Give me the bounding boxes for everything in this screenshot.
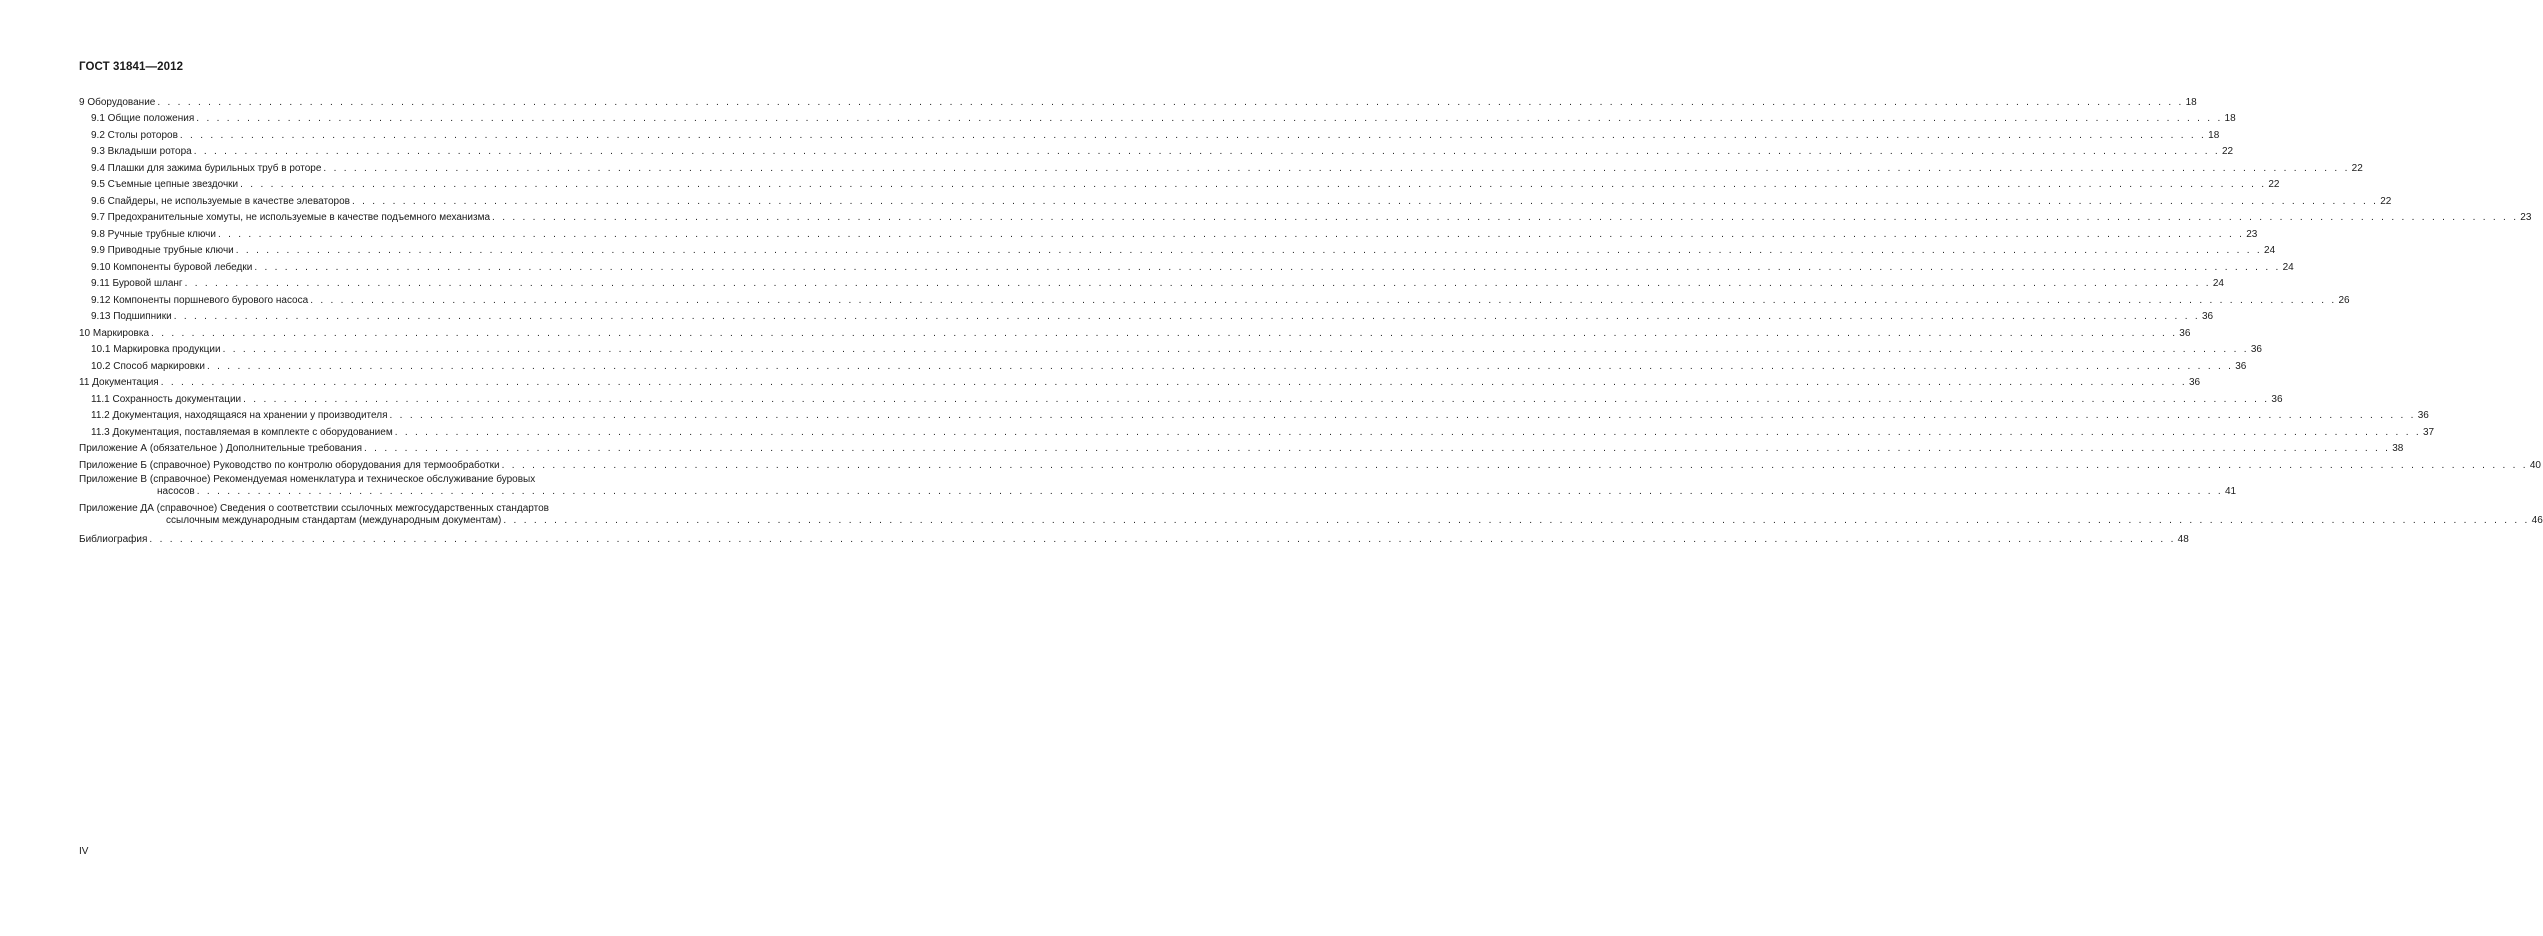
toc-entry-title: 9.11 Буровой шланг xyxy=(91,278,183,289)
toc-entry-title: 9.5 Съемные цепные звездочки xyxy=(91,179,239,190)
toc-entry-page: 36 xyxy=(2417,410,2429,421)
toc-leader-dots: . . . . . . . . . . . . . . . . . . . . . . . . . . . . . . . . . . . . . . . . . . . . . . . . . . . . . . . . . . . . . . . . . . . . . . . . . . . . . . . . . . . . . . . . . . . . . . . . . . . . . . . . . . . . . . . . . . . . . . . . . . . . . . . . . . . . . . . . . . . . . . . . . . . . . . . . . . . . . . . . . . . . . . . . . . . . . . . . . . . . . . . . . . . . . . . . . . . . . . . . xyxy=(240,179,2267,190)
toc-entry-title: 9.6 Спайдеры, не используемые в качестве элеваторов xyxy=(91,195,350,207)
toc-entry[interactable] xyxy=(79,422,2435,439)
toc-entry-title: 11.1 Сохранность документации xyxy=(91,393,242,405)
toc-entry-title: Приложение Б (справочное) Руководство по контролю оборудования для термообработки xyxy=(79,459,500,471)
table-of-contents xyxy=(79,92,2543,546)
toc-entry-page: 24 xyxy=(2282,261,2294,273)
toc-entry-title-cont: ссылочным международным стандартам (международным документам) xyxy=(166,514,502,526)
toc-entry[interactable] xyxy=(79,323,2191,340)
toc-entry-page: 24 xyxy=(2212,278,2224,289)
toc-entry[interactable] xyxy=(79,158,2363,175)
toc-leader-dots: . . . . . . . . . . . . . . . . . . . . . . . . . . . . . . . . . . . . . . . . . . . . . . . . . . . . . . . . . . . . . . . . . . . . . . . . . . . . . . . . . . . . . . . . . . . . . . . . . . . . . . . . . . . . . . . . . . . . . . . . . . . . . . . . . . . . . . . . . . . . . . . . . . . . . . . . . . . . . . . . . . . . . . . . . . . . . . . . . . . . . . . . . . . . . . . . . . . . . . . . xyxy=(351,195,2379,207)
toc-entry-title-line1: Приложение ДА (справочное) Сведения о соответствии ссылочных межгосударственных стандартов xyxy=(79,502,549,514)
toc-entry[interactable] xyxy=(79,208,2532,225)
toc-entry-title: 9.4 Плашки для зажима бурильных труб в роторе xyxy=(91,162,322,174)
toc-entry-page: 22 xyxy=(2380,195,2392,207)
toc-entry-page: 23 xyxy=(2520,212,2532,223)
toc-entry[interactable] xyxy=(79,142,2234,159)
toc-entry-title: 9.12 Компоненты поршневого бурового насоса xyxy=(91,294,309,306)
toc-entry[interactable] xyxy=(79,389,2283,406)
toc-entry[interactable] xyxy=(79,125,2220,142)
toc-entry-page: 22 xyxy=(2221,146,2234,157)
toc-leader-dots: . . . . . . . . . . . . . . . . . . . . . . . . . . . . . . . . . . . . . . . . . . . . . . . . . . . . . . . . . . . . . . . . . . . . . . . . . . . . . . . . . . . . . . . . . . . . . . . . . . . . . . . . . . . . . . . . . . . . . . . . . . . . . . . . . . . . . . . . . . . . . . . . . . . . . . . . . . . . . . . . . . . . . . . . . . . . . . . . . . . . . . . . . . . . . . . . . . . . . . . . xyxy=(243,393,2270,405)
toc-entry-appendix[interactable] xyxy=(79,501,2543,527)
toc-entry-page: 18 xyxy=(2224,113,2236,124)
toc-leader-dots: . . . . . . . . . . . . . . . . . . . . . . . . . . . . . . . . . . . . . . . . . . . . . . . . . . . . . . . . . . . . . . . . . . . . . . . . . . . . . . . . . . . . . . . . . . . . . . . . . . . . . . . . . . . . . . . . . . . . . . . . . . . . . . . . . . . . . . . . . . . . . . . . . . . . . . . . . . . . . . . . . . . . . . . . . . . . . . . . . . . . . . . . . . . . . . . . . . . . . . . . xyxy=(394,426,2421,438)
toc-leader-dots: . . . . . . . . . . . . . . . . . . . . . . . . . . . . . . . . . . . . . . . . . . . . . . . . . . . . . . . . . . . . . . . . . . . . . . . . . . . . . . . . . . . . . . . . . . . . . . . . . . . . . . . . . . . . . . . . . . . . . . . . . . . . . . . . . . . . . . . . . . . . . . . . . . . . . . . . . . . . . . . . . . . . . . . . . . . . . . . . . . . . . . . . . . . . . . . . . . . . . . . . xyxy=(193,146,2220,157)
toc-leader-dots: . . . . . . . . . . . . . . . . . . . . . . . . . . . . . . . . . . . . . . . . . . . . . . . . . . . . . . . . . . . . . . . . . . . . . . . . . . . . . . . . . . . . . . . . . . . . . . . . . . . . . . . . . . . . . . . . . . . . . . . . . . . . . . . . . . . . . . . . . . . . . . . . . . . . . . . . . . . . . . . . . . . . . . . . . . . . . . . . . . . . . . . . . . . . . . . . . . . . . . . . xyxy=(364,443,2391,454)
toc-entry-page: 22 xyxy=(2268,179,2280,190)
toc-entry-title: 9.13 Подшипники xyxy=(91,311,172,322)
toc-entry-title-line2 xyxy=(79,485,2237,498)
standard-header: ГОСТ 31841—2012 xyxy=(79,61,184,73)
toc-leader-dots: . . . . . . . . . . . . . . . . . . . . . . . . . . . . . . . . . . . . . . . . . . . . . . . . . . . . . . . . . . . . . . . . . . . . . . . . . . . . . . . . . . . . . . . . . . . . . . . . . . . . . . . . . . . . . . . . . . . . . . . . . . . . . . . . . . . . . . . . . . . . . . . . . . . . . . . . . . . . . . . . . . . . . . . . . . . . . . . . . . . . . . . . . . . . . . . . . . . . . . . . xyxy=(196,485,2223,497)
toc-entry-page: 36 xyxy=(2250,344,2262,355)
toc-entry[interactable] xyxy=(79,109,2236,126)
toc-leader-dots: . . . . . . . . . . . . . . . . . . . . . . . . . . . . . . . . . . . . . . . . . . . . . . . . . . . . . . . . . . . . . . . . . . . . . . . . . . . . . . . . . . . . . . . . . . . . . . . . . . . . . . . . . . . . . . . . . . . . . . . . . . . . . . . . . . . . . . . . . . . . . . . . . . . . . . . . . . . . . . . . . . . . . . . . . . . . . . . . . . . . . . . . . . . . . . . . . . . . . . . . xyxy=(151,327,2178,339)
toc-entry[interactable] xyxy=(79,439,2404,456)
toc-entry[interactable] xyxy=(79,257,2294,274)
toc-entry-title: Приложение А (обязательное ) Дополнительные требования xyxy=(79,443,362,454)
toc-entry[interactable] xyxy=(79,406,2429,423)
toc-entry[interactable] xyxy=(79,373,2201,390)
toc-entry-page: 18 xyxy=(2185,96,2197,108)
toc-entry-title: 11.2 Документация, находящаяся на хранении у производителя xyxy=(91,410,388,421)
toc-entry[interactable] xyxy=(79,290,2350,307)
toc-entry[interactable] xyxy=(79,224,2258,241)
toc-leader-dots: . . . . . . . . . . . . . . . . . . . . . . . . . . . . . . . . . . . . . . . . . . . . . . . . . . . . . . . . . . . . . . . . . . . . . . . . . . . . . . . . . . . . . . . . . . . . . . . . . . . . . . . . . . . . . . . . . . . . . . . . . . . . . . . . . . . . . . . . . . . . . . . . . . . . . . . . . . . . . . . . . . . . . . . . . . . . . . . . . . . . . . . . . . . . . . . . . . . . . . . . xyxy=(173,311,2200,322)
toc-entry-appendix[interactable] xyxy=(79,472,2237,498)
toc-entry-title: 10.2 Способ маркировки xyxy=(91,360,205,372)
page-number: IV xyxy=(79,846,89,857)
toc-leader-dots: . . . . . . . . . . . . . . . . . . . . . . . . . . . . . . . . . . . . . . . . . . . . . . . . . . . . . . . . . . . . . . . . . . . . . . . . . . . . . . . . . . . . . . . . . . . . . . . . . . . . . . . . . . . . . . . . . . . . . . . . . . . . . . . . . . . . . . . . . . . . . . . . . . . . . . . . . . . . . . . . . . . . . . . . . . . . . . . . . . . . . . . . . . . . . . . . . . . . . . . . xyxy=(196,113,2223,124)
toc-entry[interactable] xyxy=(79,307,2214,324)
toc-entry-title: 9.7 Предохранительные хомуты, не используемые в качестве подъемного механизма xyxy=(91,212,491,223)
toc-entry-page: 41 xyxy=(2225,485,2237,497)
toc-entry[interactable] xyxy=(79,241,2276,258)
toc-entry-page: 36 xyxy=(2188,377,2201,388)
toc-entry[interactable] xyxy=(79,191,2392,208)
toc-entry[interactable] xyxy=(79,340,2262,357)
toc-entry-title: Библиография xyxy=(79,534,148,545)
toc-entry-page: 36 xyxy=(2235,360,2247,372)
toc-leader-dots: . . . . . . . . . . . . . . . . . . . . . . . . . . . . . . . . . . . . . . . . . . . . . . . . . . . . . . . . . . . . . . . . . . . . . . . . . . . . . . . . . . . . . . . . . . . . . . . . . . . . . . . . . . . . . . . . . . . . . . . . . . . . . . . . . . . . . . . . . . . . . . . . . . . . . . . . . . . . . . . . . . . . . . . . . . . . . . . . . . . . . . . . . . . . . . . . . . . . . . . . xyxy=(389,410,2416,421)
toc-entry[interactable] xyxy=(79,356,2247,373)
toc-entry-page: 18 xyxy=(2208,129,2220,141)
toc-entry[interactable] xyxy=(79,175,2280,192)
toc-entry-title-line2 xyxy=(79,514,2543,527)
toc-entry-page: 36 xyxy=(2271,393,2283,405)
toc-entry-page: 48 xyxy=(2177,534,2189,545)
toc-leader-dots: . . . . . . . . . . . . . . . . . . . . . . . . . . . . . . . . . . . . . . . . . . . . . . . . . . . . . . . . . . . . . . . . . . . . . . . . . . . . . . . . . . . . . . . . . . . . . . . . . . . . . . . . . . . . . . . . . . . . . . . . . . . . . . . . . . . . . . . . . . . . . . . . . . . . . . . . . . . . . . . . . . . . . . . . . . . . . . . . . . . . . . . . . . . . . . . . . . . . . . . . xyxy=(310,294,2337,306)
toc-entry-title: 9.3 Вкладыши ротора xyxy=(91,146,192,157)
toc-entry-page: 46 xyxy=(2531,514,2543,526)
toc-leader-dots: . . . . . . . . . . . . . . . . . . . . . . . . . . . . . . . . . . . . . . . . . . . . . . . . . . . . . . . . . . . . . . . . . . . . . . . . . . . . . . . . . . . . . . . . . . . . . . . . . . . . . . . . . . . . . . . . . . . . . . . . . . . . . . . . . . . . . . . . . . . . . . . . . . . . . . . . . . . . . . . . . . . . . . . . . . . . . . . . . . . . . . . . . . . . . . . . . . . . . . . . xyxy=(501,459,2528,471)
toc-entry[interactable] xyxy=(79,92,2197,109)
toc-entry-page: 36 xyxy=(2179,327,2191,339)
toc-entry-title: 11.3 Документация, поставляемая в комплекте с оборудованием xyxy=(91,426,393,438)
toc-entry[interactable] xyxy=(79,455,2541,472)
toc-entry-page: 24 xyxy=(2264,245,2276,256)
toc-leader-dots: . . . . . . . . . . . . . . . . . . . . . . . . . . . . . . . . . . . . . . . . . . . . . . . . . . . . . . . . . . . . . . . . . . . . . . . . . . . . . . . . . . . . . . . . . . . . . . . . . . . . . . . . . . . . . . . . . . . . . . . . . . . . . . . . . . . . . . . . . . . . . . . . . . . . . . . . . . . . . . . . . . . . . . . . . . . . . . . . . . . . . . . . . . . . . . . . . . . . . . . . xyxy=(254,261,2281,273)
toc-leader-dots: . . . . . . . . . . . . . . . . . . . . . . . . . . . . . . . . . . . . . . . . . . . . . . . . . . . . . . . . . . . . . . . . . . . . . . . . . . . . . . . . . . . . . . . . . . . . . . . . . . . . . . . . . . . . . . . . . . . . . . . . . . . . . . . . . . . . . . . . . . . . . . . . . . . . . . . . . . . . . . . . . . . . . . . . . . . . . . . . . . . . . . . . . . . . . . . . . . . . . . . . xyxy=(235,245,2263,256)
toc-leader-dots: . . . . . . . . . . . . . . . . . . . . . . . . . . . . . . . . . . . . . . . . . . . . . . . . . . . . . . . . . . . . . . . . . . . . . . . . . . . . . . . . . . . . . . . . . . . . . . . . . . . . . . . . . . . . . . . . . . . . . . . . . . . . . . . . . . . . . . . . . . . . . . . . . . . . . . . . . . . . . . . . . . . . . . . . . . . . . . . . . . . . . . . . . . . . . . . . . . . . . . . . xyxy=(222,344,2249,355)
toc-entry-page: 40 xyxy=(2529,459,2541,471)
toc-leader-dots: . . . . . . . . . . . . . . . . . . . . . . . . . . . . . . . . . . . . . . . . . . . . . . . . . . . . . . . . . . . . . . . . . . . . . . . . . . . . . . . . . . . . . . . . . . . . . . . . . . . . . . . . . . . . . . . . . . . . . . . . . . . . . . . . . . . . . . . . . . . . . . . . . . . . . . . . . . . . . . . . . . . . . . . . . . . . . . . . . . . . . . . . . . . . . . . . . . . . . . . . xyxy=(503,514,2530,526)
toc-entry-page: 23 xyxy=(2246,228,2258,240)
toc-entry-title: 9.2 Столы роторов xyxy=(91,129,178,141)
toc-entry-title: 10.1 Маркировка продукции xyxy=(91,344,221,355)
toc-entry-title: 9.10 Компоненты буровой лебедки xyxy=(91,261,253,273)
toc-entry-title-cont: насосов xyxy=(157,485,195,497)
toc-leader-dots: . . . . . . . . . . . . . . . . . . . . . . . . . . . . . . . . . . . . . . . . . . . . . . . . . . . . . . . . . . . . . . . . . . . . . . . . . . . . . . . . . . . . . . . . . . . . . . . . . . . . . . . . . . . . . . . . . . . . . . . . . . . . . . . . . . . . . . . . . . . . . . . . . . . . . . . . . . . . . . . . . . . . . . . . . . . . . . . . . . . . . . . . . . . . . . . . . . . . . . . . xyxy=(179,129,2207,141)
toc-entry-title: 9 Оборудование xyxy=(79,96,156,108)
toc-entry-title-line1: Приложение В (справочное) Рекомендуемая номенклатура и техническое обслуживание буровых xyxy=(79,473,536,485)
toc-entry-page: 38 xyxy=(2392,443,2404,454)
toc-entry[interactable] xyxy=(79,274,2224,291)
toc-leader-dots: . . . . . . . . . . . . . . . . . . . . . . . . . . . . . . . . . . . . . . . . . . . . . . . . . . . . . . . . . . . . . . . . . . . . . . . . . . . . . . . . . . . . . . . . . . . . . . . . . . . . . . . . . . . . . . . . . . . . . . . . . . . . . . . . . . . . . . . . . . . . . . . . . . . . . . . . . . . . . . . . . . . . . . . . . . . . . . . . . . . . . . . . . . . . . . . . . . . . . . . . xyxy=(217,228,2245,240)
toc-entry-bibliography[interactable] xyxy=(79,530,2189,547)
toc-entry-page: 37 xyxy=(2422,426,2435,438)
toc-leader-dots: . . . . . . . . . . . . . . . . . . . . . . . . . . . . . . . . . . . . . . . . . . . . . . . . . . . . . . . . . . . . . . . . . . . . . . . . . . . . . . . . . . . . . . . . . . . . . . . . . . . . . . . . . . . . . . . . . . . . . . . . . . . . . . . . . . . . . . . . . . . . . . . . . . . . . . . . . . . . . . . . . . . . . . . . . . . . . . . . . . . . . . . . . . . . . . . . . . . . . . . . xyxy=(323,162,2350,174)
toc-entry-page: 36 xyxy=(2201,311,2214,322)
toc-leader-dots: . . . . . . . . . . . . . . . . . . . . . . . . . . . . . . . . . . . . . . . . . . . . . . . . . . . . . . . . . . . . . . . . . . . . . . . . . . . . . . . . . . . . . . . . . . . . . . . . . . . . . . . . . . . . . . . . . . . . . . . . . . . . . . . . . . . . . . . . . . . . . . . . . . . . . . . . . . . . . . . . . . . . . . . . . . . . . . . . . . . . . . . . . . . . . . . . . . . . . . . . xyxy=(206,360,2234,372)
toc-entry-page: 22 xyxy=(2351,162,2363,174)
toc-entry-title: 9.9 Приводные трубные ключи xyxy=(91,245,234,256)
toc-leader-dots: . . . . . . . . . . . . . . . . . . . . . . . . . . . . . . . . . . . . . . . . . . . . . . . . . . . . . . . . . . . . . . . . . . . . . . . . . . . . . . . . . . . . . . . . . . . . . . . . . . . . . . . . . . . . . . . . . . . . . . . . . . . . . . . . . . . . . . . . . . . . . . . . . . . . . . . . . . . . . . . . . . . . . . . . . . . . . . . . . . . . . . . . . . . . . . . . . . . . . . . . xyxy=(160,377,2187,388)
toc-entry-title: 9.8 Ручные трубные ключи xyxy=(91,228,216,240)
toc-leader-dots: . . . . . . . . . . . . . . . . . . . . . . . . . . . . . . . . . . . . . . . . . . . . . . . . . . . . . . . . . . . . . . . . . . . . . . . . . . . . . . . . . . . . . . . . . . . . . . . . . . . . . . . . . . . . . . . . . . . . . . . . . . . . . . . . . . . . . . . . . . . . . . . . . . . . . . . . . . . . . . . . . . . . . . . . . . . . . . . . . . . . . . . . . . . . . . . . . . . . . . . . xyxy=(149,534,2176,545)
toc-entry-title: 10 Маркировка xyxy=(79,327,150,339)
toc-leader-dots: . . . . . . . . . . . . . . . . . . . . . . . . . . . . . . . . . . . . . . . . . . . . . . . . . . . . . . . . . . . . . . . . . . . . . . . . . . . . . . . . . . . . . . . . . . . . . . . . . . . . . . . . . . . . . . . . . . . . . . . . . . . . . . . . . . . . . . . . . . . . . . . . . . . . . . . . . . . . . . . . . . . . . . . . . . . . . . . . . . . . . . . . . . . . . . . . . . . . . . . . xyxy=(157,96,2184,108)
toc-entry-title: 9.1 Общие положения xyxy=(91,113,195,124)
toc-entry-title: 11 Документация xyxy=(79,377,159,388)
toc-leader-dots: . . . . . . . . . . . . . . . . . . . . . . . . . . . . . . . . . . . . . . . . . . . . . . . . . . . . . . . . . . . . . . . . . . . . . . . . . . . . . . . . . . . . . . . . . . . . . . . . . . . . . . . . . . . . . . . . . . . . . . . . . . . . . . . . . . . . . . . . . . . . . . . . . . . . . . . . . . . . . . . . . . . . . . . . . . . . . . . . . . . . . . . . . . . . . . . . . . . . . . . . xyxy=(492,212,2519,223)
toc-leader-dots: . . . . . . . . . . . . . . . . . . . . . . . . . . . . . . . . . . . . . . . . . . . . . . . . . . . . . . . . . . . . . . . . . . . . . . . . . . . . . . . . . . . . . . . . . . . . . . . . . . . . . . . . . . . . . . . . . . . . . . . . . . . . . . . . . . . . . . . . . . . . . . . . . . . . . . . . . . . . . . . . . . . . . . . . . . . . . . . . . . . . . . . . . . . . . . . . . . . . . . . . xyxy=(184,278,2211,289)
toc-entry-page: 26 xyxy=(2338,294,2350,306)
